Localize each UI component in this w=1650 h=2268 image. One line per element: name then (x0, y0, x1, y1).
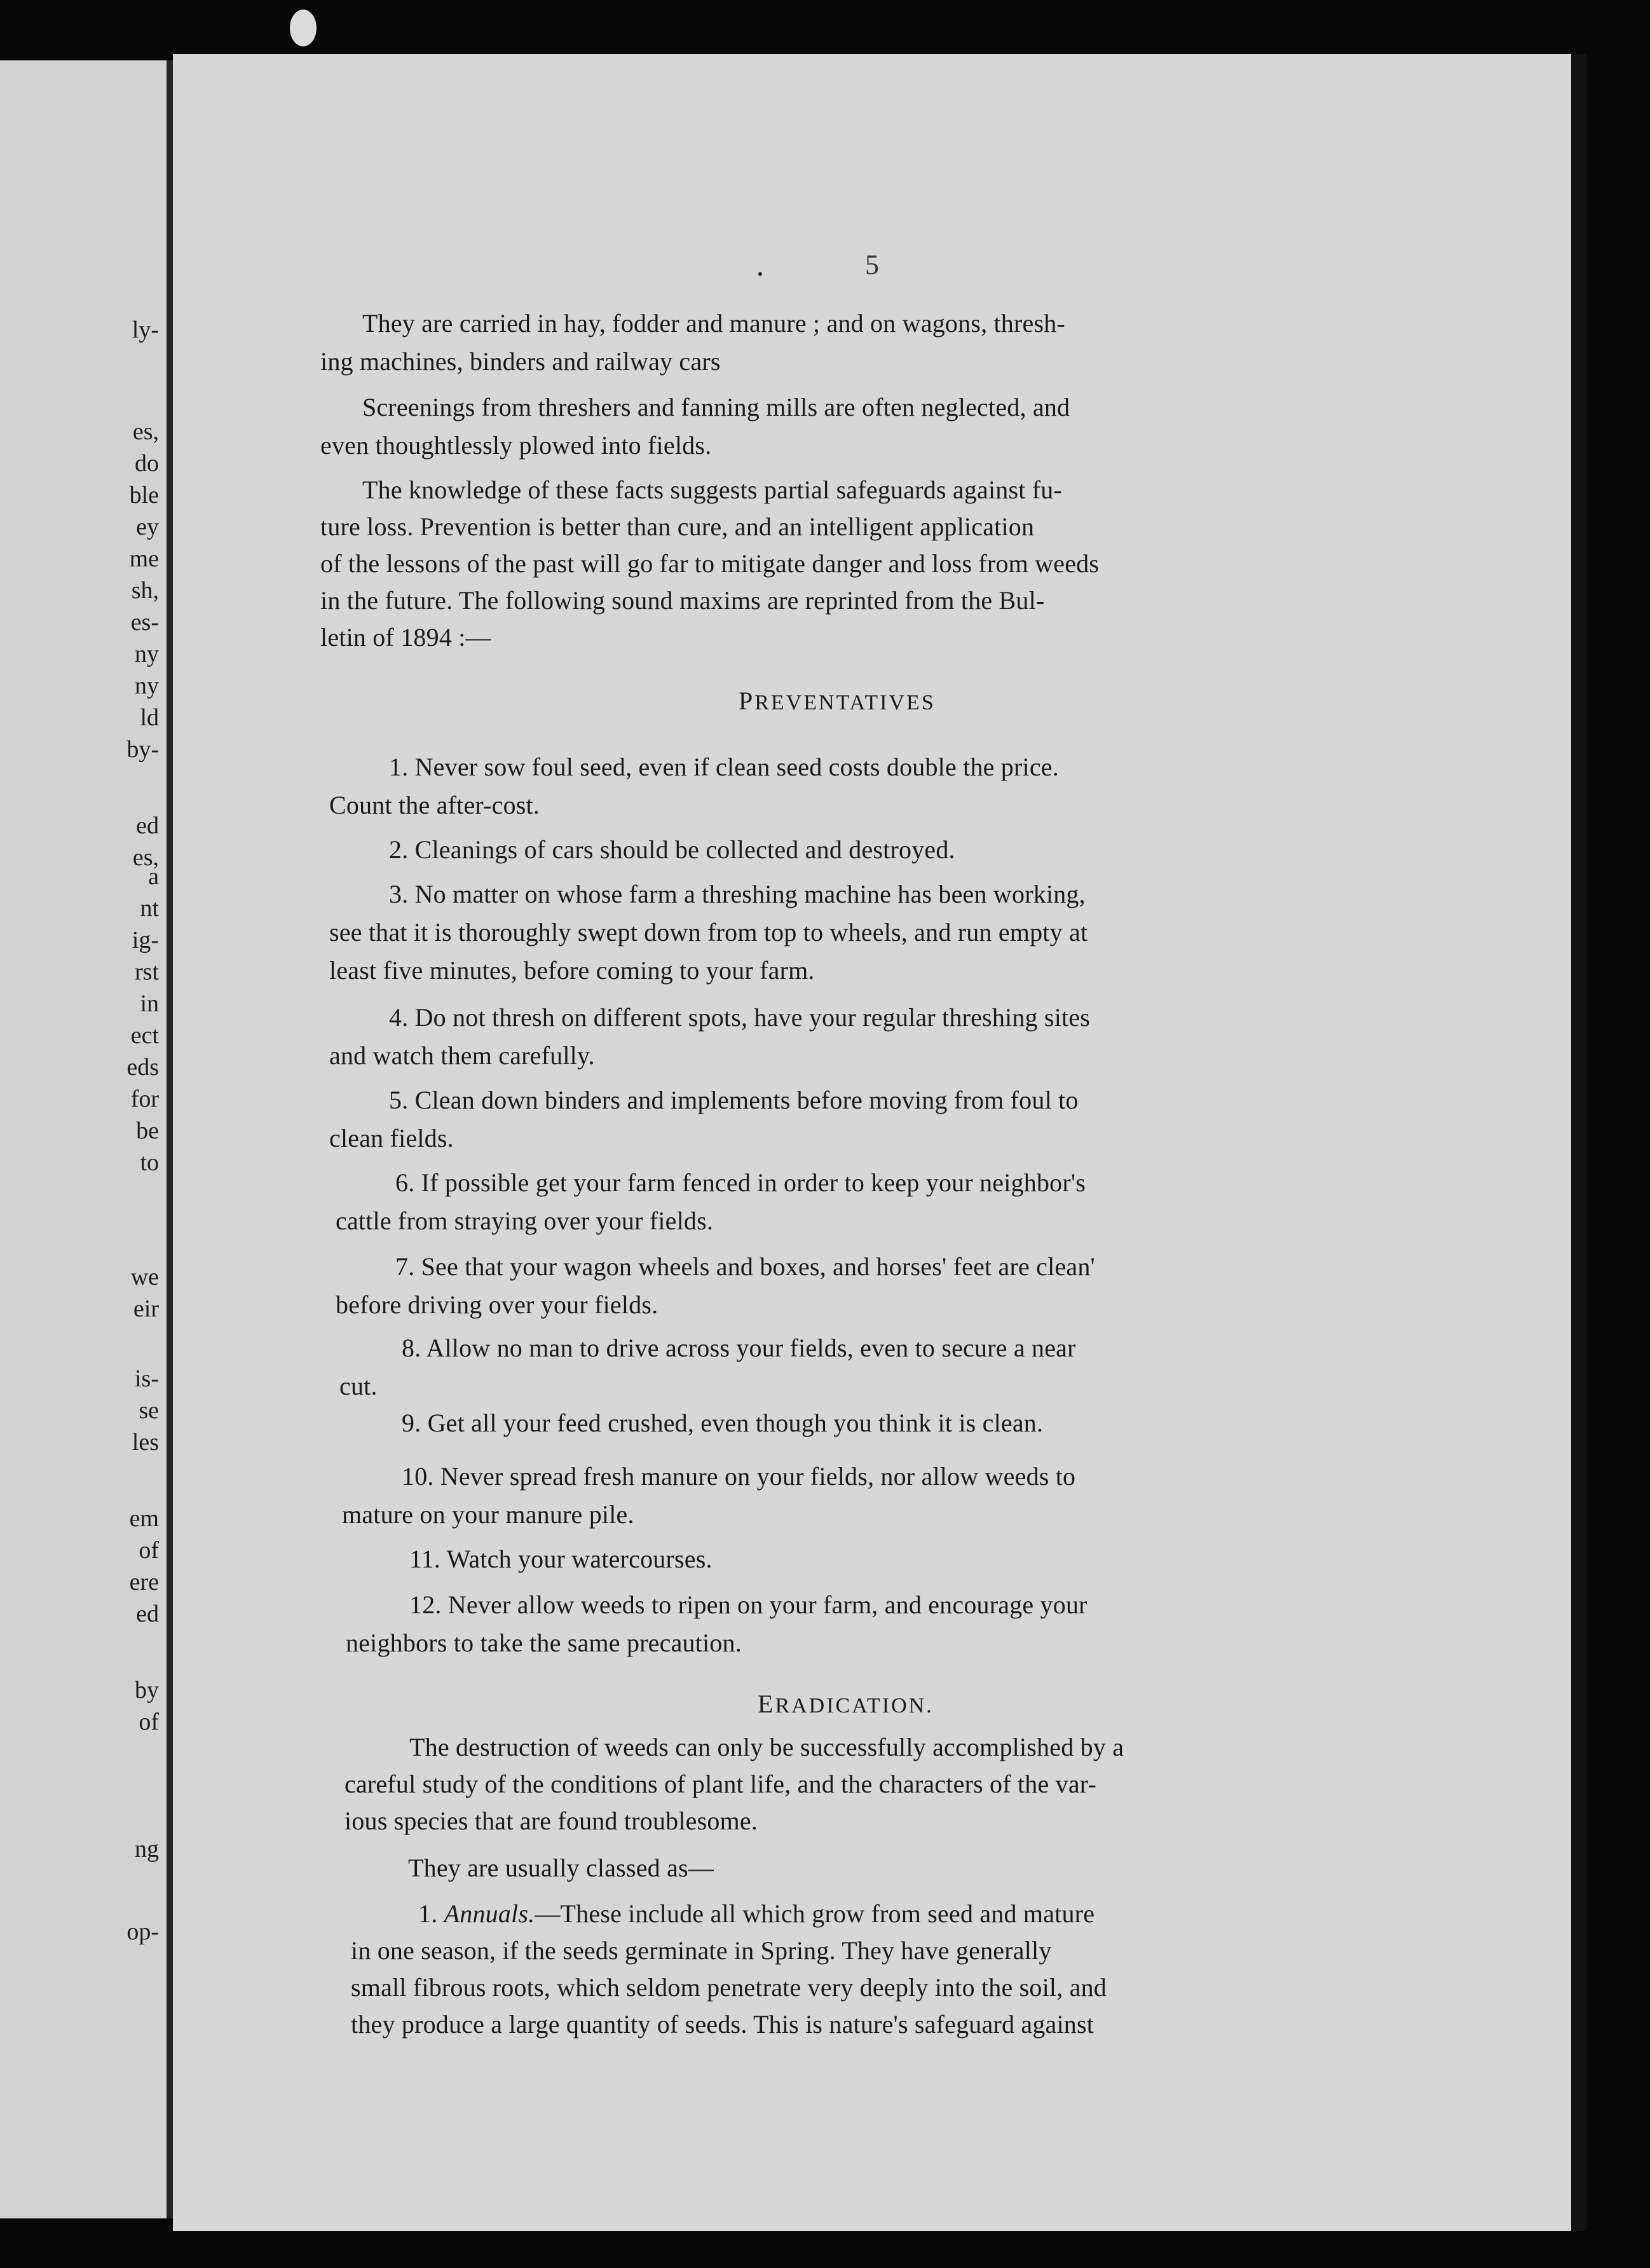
text-line: ing machines, binders and railway cars (320, 347, 721, 376)
left-margin-fragment: ere (129, 1569, 159, 1595)
dust-spot (290, 10, 317, 46)
list-item: 6. If possible get your farm fenced in order to keep your neighbor's (395, 1168, 1086, 1197)
left-margin-fragment: ey (136, 514, 159, 540)
left-margin-fragment: ld (140, 704, 159, 731)
text-line: small fibrous roots, which seldom penetrate very deeply into the soil, and (351, 1973, 1107, 2002)
text-line: ious species that are found troublesome. (344, 1807, 758, 1835)
left-margin-fragment: by (135, 1677, 159, 1704)
page-edge-shadow (1571, 54, 1586, 2231)
left-margin-fragment: les (132, 1429, 159, 1456)
text-line: in the future. The following sound maxims are reprinted from the Bul- (320, 586, 1045, 615)
left-margin-fragment: eds (126, 1054, 159, 1081)
list-item: 8. Allow no man to drive across your fields, even to secure a near (402, 1334, 1076, 1362)
list-item: 12. Never allow weeds to ripen on your farm, and encourage your (409, 1590, 1088, 1619)
left-margin-fragment: ly- (132, 317, 159, 343)
list-item: 3. No matter on whose farm a threshing machine has been working, (389, 880, 1086, 908)
left-margin-fragment: be (136, 1117, 159, 1144)
list-item: cattle from straying over your fields. (336, 1206, 714, 1235)
text-line: The destruction of weeds can only be successfully accomplished by a (409, 1733, 1124, 1761)
left-margin-fragment: ny (135, 673, 159, 699)
left-margin-fragment: eir (133, 1295, 159, 1322)
text-line: They are carried in hay, fodder and manure ; and on wagons, thresh- (362, 309, 1065, 338)
left-margin-fragment: sh, (131, 577, 159, 604)
list-item: mature on your manure pile. (342, 1500, 634, 1529)
left-margin-fragment: es- (130, 609, 159, 636)
left-margin-fragment: ble (129, 482, 159, 509)
left-margin-fragment: ed (136, 1601, 159, 1627)
left-margin-fragment: do (135, 450, 159, 477)
left-margin-fragment: ig- (132, 927, 159, 953)
gutter-shadow (167, 60, 173, 2218)
section-heading-preventatives: PREVENTATIVES (739, 687, 936, 715)
left-margin-fragment: a (148, 863, 159, 890)
left-margin-fragment: to (140, 1149, 159, 1176)
list-item: neighbors to take the same precaution. (346, 1629, 742, 1657)
left-margin-fragment: is- (135, 1365, 159, 1392)
left-margin-fragment: ect (130, 1022, 159, 1049)
list-item: 1. Annuals.—These include all which grow from seed and mature (418, 1899, 1095, 1928)
left-margin-fragment: for (130, 1086, 159, 1112)
text-line: ture loss. Prevention is better than cure, and an intelligent application (320, 512, 1035, 541)
list-item: clean fields. (329, 1124, 454, 1152)
left-margin-fragment: nt (140, 895, 159, 922)
annuals-term: Annuals. (444, 1899, 535, 1928)
list-item: 9. Get all your feed crushed, even though you think it is clean. (402, 1409, 1044, 1437)
text-line: of the lessons of the past will go far to mitigate danger and loss from weeds (320, 549, 1100, 578)
left-margin-fragment: of (139, 1709, 159, 1735)
text-line: they produce a large quantity of seeds. This is nature's safeguard against (351, 2010, 1094, 2039)
page (173, 54, 1571, 2231)
text-line: The knowledge of these facts suggests partial safeguards against fu- (362, 475, 1063, 504)
list-item: 7. See that your wagon wheels and boxes, and horses' feet are clean' (395, 1252, 1095, 1281)
list-item: 1. Never sow foul seed, even if clean seed costs double the price. (389, 753, 1059, 781)
left-margin-fragment: of (139, 1537, 159, 1564)
text-line: letin of 1894 :— (320, 623, 491, 652)
text-line: even thoughtlessly plowed into fields. (320, 431, 712, 460)
text-line: They are usually classed as— (408, 1854, 714, 1882)
left-margin-fragment: es, (132, 418, 159, 445)
left-margin-fragment: by- (126, 736, 159, 763)
left-margin-fragment: se (139, 1397, 159, 1424)
list-item: 10. Never spread fresh manure on your fields, nor allow weeds to (402, 1462, 1076, 1491)
list-item: 5. Clean down binders and implements before moving from foul to (389, 1086, 1079, 1114)
left-margin-fragment: me (129, 545, 159, 572)
left-margin-fragment: es, (132, 844, 159, 871)
left-margin-fragment: ng (135, 1836, 159, 1862)
list-item: 4. Do not thresh on different spots, have your regular threshing sites (389, 1003, 1091, 1032)
list-item: Count the after-cost. (329, 791, 540, 819)
text-line: in one season, if the seeds germinate in Spring. They have generally (351, 1936, 1052, 1965)
list-item: before driving over your fields. (336, 1290, 658, 1319)
left-margin-fragment: em (129, 1505, 159, 1532)
list-item: cut. (339, 1372, 378, 1400)
list-item: least five minutes, before coming to your farm. (329, 956, 815, 985)
list-item: 2. Cleanings of cars should be collected and destroyed. (389, 835, 955, 864)
list-item: and watch them carefully. (329, 1041, 595, 1070)
left-margin-fragment: ed (136, 812, 159, 839)
left-margin-fragment: we (130, 1264, 159, 1290)
page-number: 5 (865, 249, 879, 280)
left-margin-fragment: op- (126, 1918, 159, 1945)
list-item: 11. Watch your watercourses. (409, 1545, 712, 1573)
text-line: careful study of the conditions of plant life, and the characters of the var- (344, 1770, 1097, 1798)
list-item: see that it is thoroughly swept down from top to wheels, and run empty at (329, 918, 1088, 946)
stray-mark (758, 272, 762, 276)
left-margin-fragment: rst (135, 959, 159, 985)
left-margin-fragment: ny (135, 641, 159, 667)
section-heading-eradication: ERADICATION. (758, 1690, 934, 1718)
left-margin-fragment: in (140, 990, 159, 1017)
text-line: Screenings from threshers and fanning mills are often neglected, and (362, 393, 1070, 421)
